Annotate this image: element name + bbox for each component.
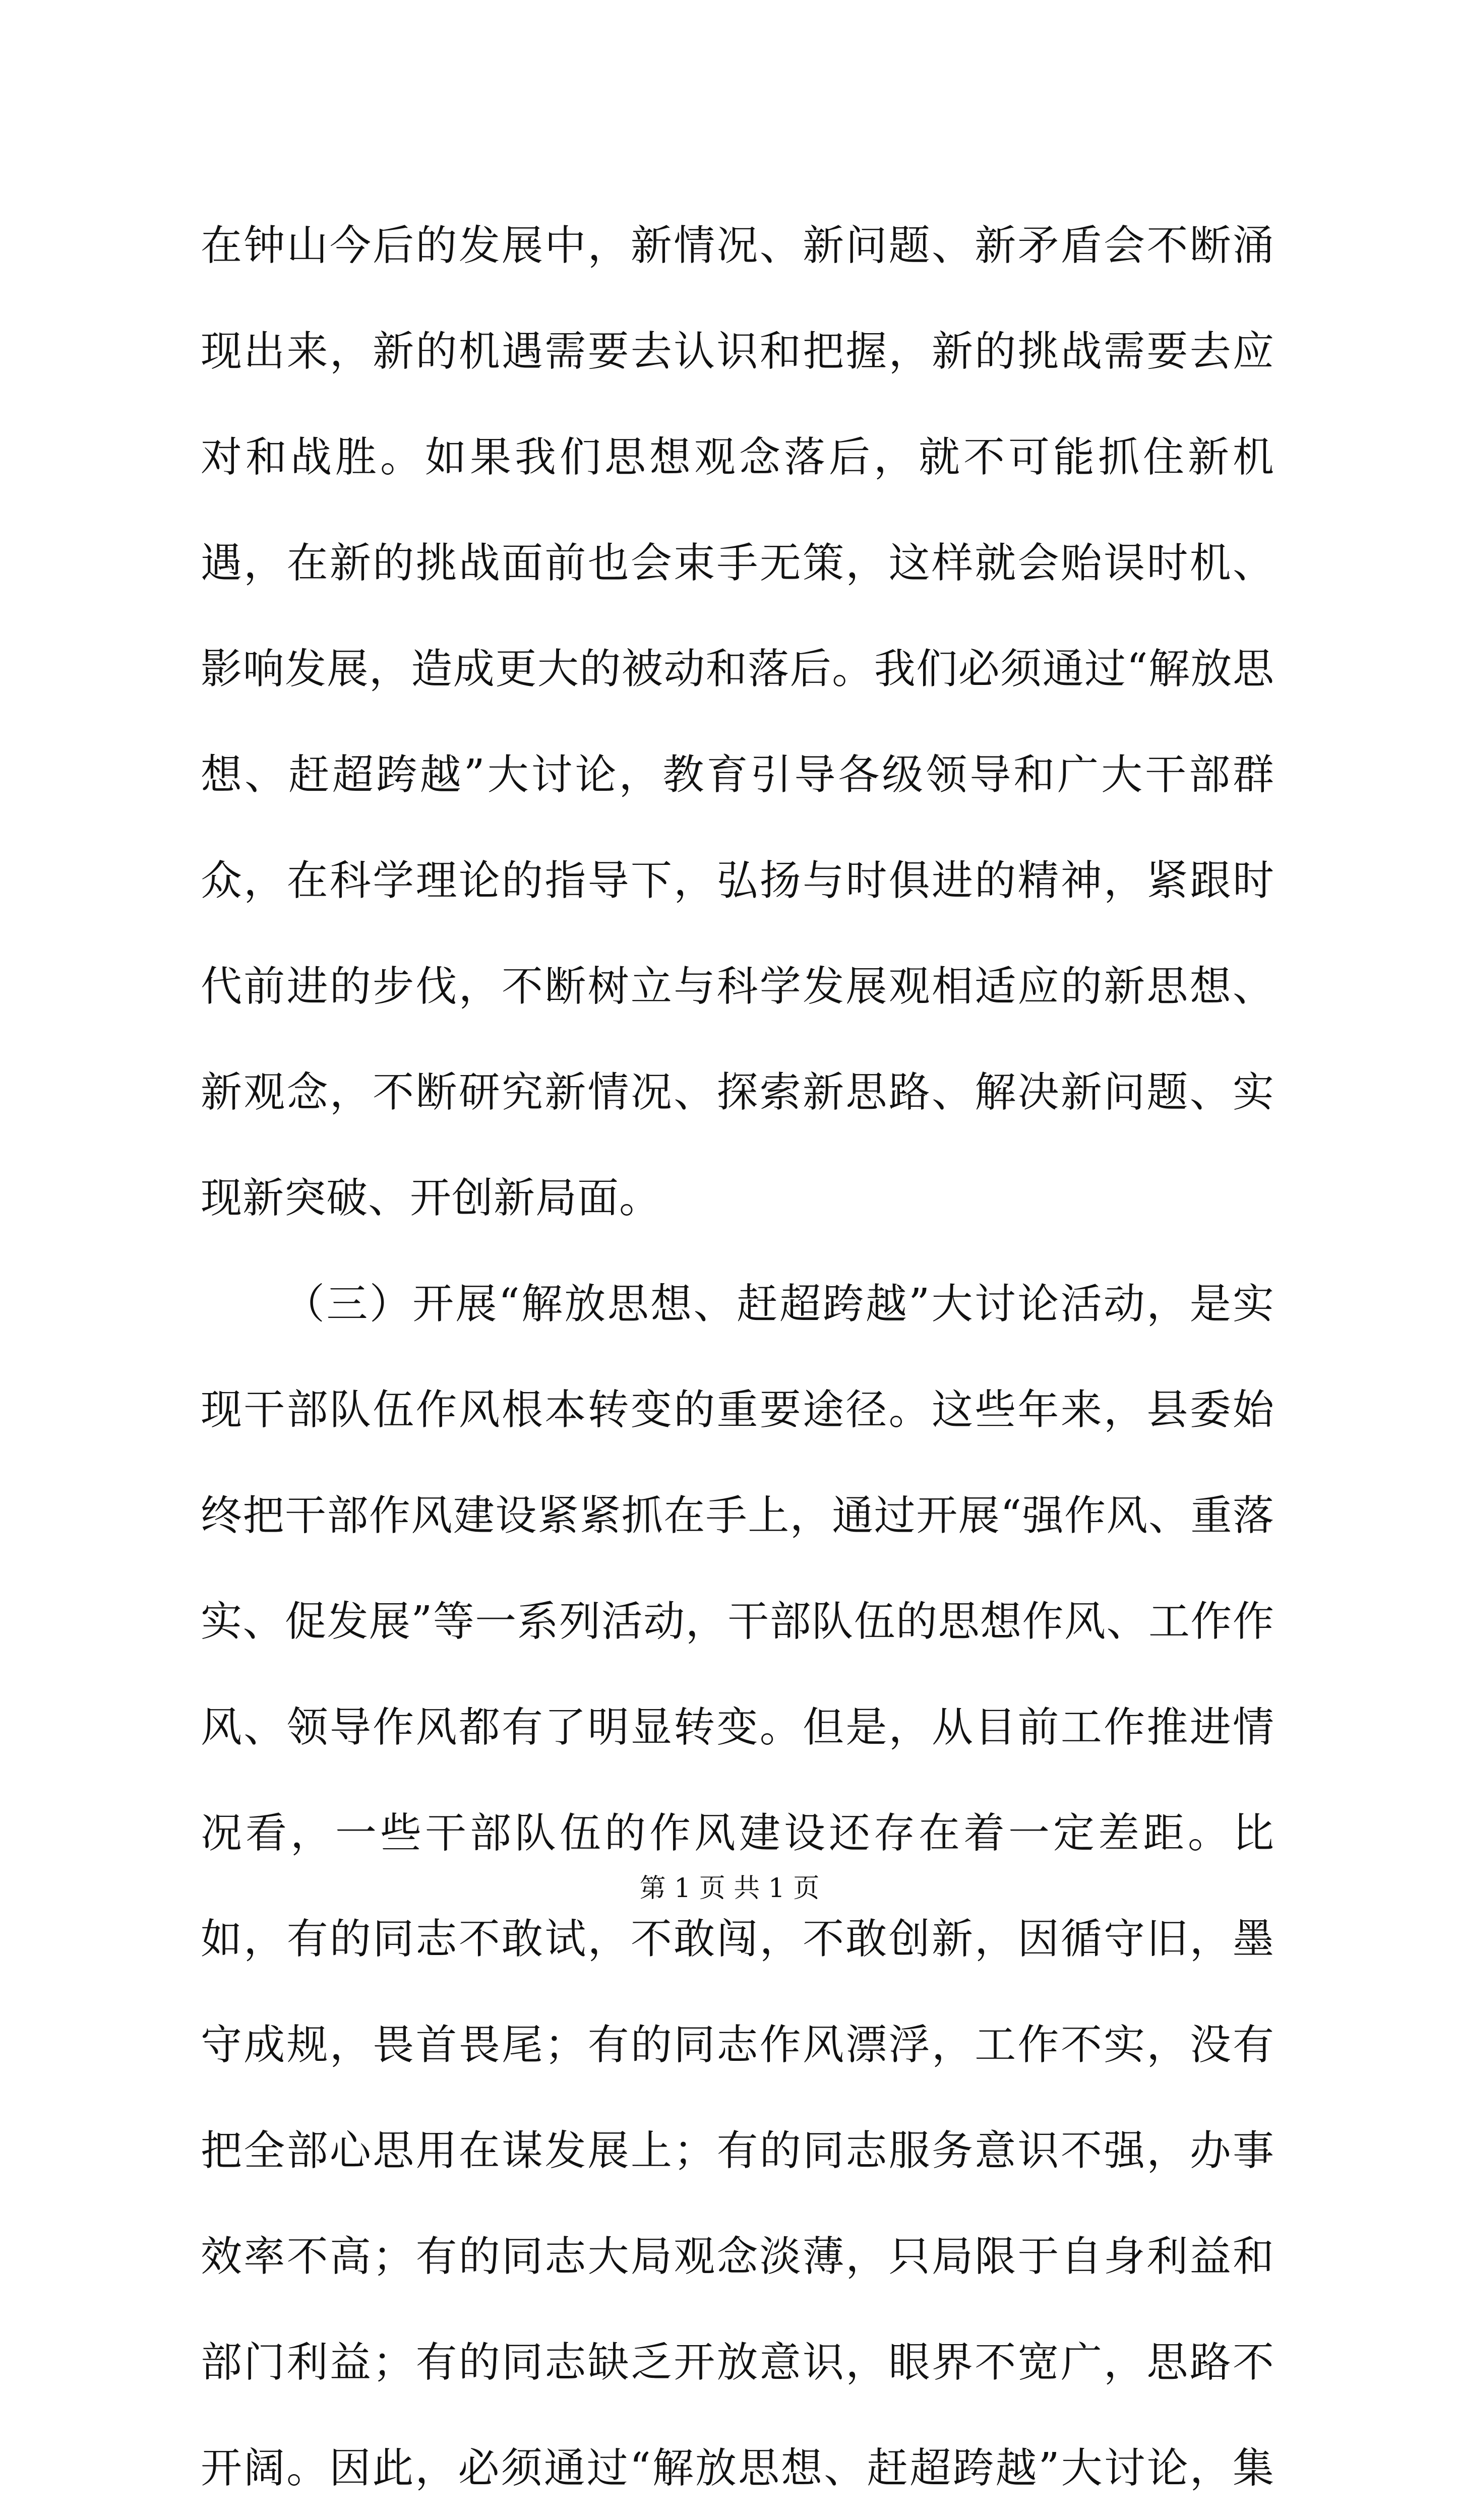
page-footer: 第 1 页 共 1 页 bbox=[639, 1873, 820, 1904]
document-body bbox=[201, 193, 1274, 2520]
paragraph-section-three: （三）开展“解放思想、赶超跨越”大讨论活动，是实现干部队伍作风根本转变的重要途径。这些年来，县委始终把干部作风建设紧紧抓在手上，通过开展“强作风、重落实、促发展”等一系列活动，干部队伍的思想作风、工作作风、领导作风都有了明显转变。但是，从目前工作推进情况看，一些干部队伍的作风建设还存在着一定差距。比如，有的同志不敢试，不敢闯，不敢创新，因循守旧，墨守成规，畏首畏尾；有的同志作风漂浮，工作不实，没有把全部心思用在谋发展上；有的同志服务意识不强，办事效率不高；有的同志大局观念淡薄，只局限于自身利益和部门利益；有的同志缺乏开放意识，眼界不宽广，思路不开阔。因此，必须通过“解放思想、赶超跨越”大讨论，集 bbox=[201, 1280, 1274, 2492]
paragraph-continued: 在钟山今后的发展中，新情况、新问题、新矛盾会不断涌现出来，新的机遇需要去认识和把握，新的挑战需要去应对和战胜。如果我们思想观念落后，就不可能抓住新机遇，在新的挑战面前也会束手无策，这样就会贻误时机、影响发展，造成更大的被动和落后。我们必须通过“解放思想、赶超跨越”大讨论，教育引导各级领导和广大干部群众，在科学理论的指导下，弘扬与时俱进的精神，紧跟时代前进的步伐，不断树立与科学发展观相适应的新思想、新观念，不断研究新情况、探索新思路、解决新问题、实现新突破、开创新局面。 bbox=[201, 222, 1274, 1222]
